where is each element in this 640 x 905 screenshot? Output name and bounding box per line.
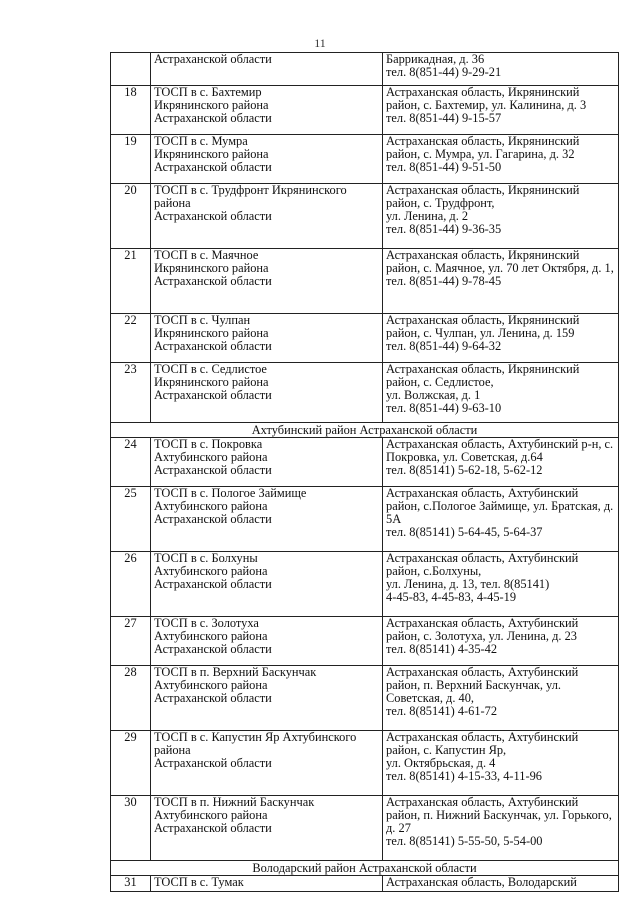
office-address: Астраханская область, Ахтубинский район, п. Верхний Баскунчак, ул. Советская, д. 40, тел. 8(85141) 4-61-72: [383, 666, 619, 731]
table-row: [111, 135, 619, 184]
row-number: 18: [111, 86, 151, 135]
offices-table: [110, 52, 619, 892]
office-name: ТОСП в с. Чулпан Икрянинского района Астраханской области: [151, 314, 383, 363]
row-number: [111, 53, 151, 86]
office-address: Астраханская область, Ахтубинский р-н, с. Покровка, ул. Советская, д.64 тел. 8(85141) 5-62-18, 5-62-12: [383, 438, 619, 487]
table-row: [111, 617, 619, 666]
office-address: Астраханская область, Ахтубинский район, п. Нижний Баскунчак, ул. Горького, д. 27 тел. 8(85141) 5-55-50, 5-54-00: [383, 796, 619, 861]
office-address: Астраханская область, Икрянинский район, с. Маячное, ул. 70 лет Октября, д. 1, тел. 8(851-44) 9-78-45: [383, 249, 619, 314]
office-name: ТОСП в с. Покровка Ахтубинского района Астраханской области: [151, 438, 383, 487]
office-address: Астраханская область, Ахтубинский район, с.Пологое Займище, ул. Братская, д. 5А тел. 8(85141) 5-64-45, 5-64-37: [383, 487, 619, 552]
office-name: ТОСП в с. Пологое Займище Ахтубинского района Астраханской области: [151, 487, 383, 552]
row-number: 31: [111, 876, 151, 892]
office-name: Астраханской области: [151, 53, 383, 86]
table-row: [111, 314, 619, 363]
office-name: ТОСП в п. Верхний Баскунчак Ахтубинского района Астраханской области: [151, 666, 383, 731]
section-title: Ахтубинский район Астраханской области: [111, 423, 619, 438]
row-number: 25: [111, 487, 151, 552]
section-row: [111, 861, 619, 876]
table-row: [111, 731, 619, 796]
office-address: Астраханская область, Володарский: [383, 876, 619, 892]
office-address: Баррикадная, д. 36 тел. 8(851-44) 9-29-21: [383, 53, 619, 86]
office-name: ТОСП в с. Бахтемир Икрянинского района Астраханской области: [151, 86, 383, 135]
office-name: ТОСП в п. Нижний Баскунчак Ахтубинского района Астраханской области: [151, 796, 383, 861]
table-row: [111, 552, 619, 617]
office-name: ТОСП в с. Болхуны Ахтубинского района Астраханской области: [151, 552, 383, 617]
row-number: 28: [111, 666, 151, 731]
table-row: [111, 796, 619, 861]
row-number: 22: [111, 314, 151, 363]
office-address: Астраханская область, Икрянинский район, с. Трудфронт, ул. Ленина, д. 2 тел. 8(851-44) 9-36-35: [383, 184, 619, 249]
office-address: Астраханская область, Икрянинский район, с. Бахтемир, ул. Калинина, д. 3 тел. 8(851-44) 9-15-57: [383, 86, 619, 135]
office-address: Астраханская область, Икрянинский район, с. Мумра, ул. Гагарина, д. 32 тел. 8(851-44) 9-51-50: [383, 135, 619, 184]
office-name: ТОСП в с. Седлистое Икрянинского района Астраханской области: [151, 363, 383, 423]
row-number: 27: [111, 617, 151, 666]
office-name: ТОСП в с. Золотуха Ахтубинского района Астраханской области: [151, 617, 383, 666]
table-row: [111, 438, 619, 487]
table-row: [111, 86, 619, 135]
office-name: ТОСП в с. Мумра Икрянинского района Астраханской области: [151, 135, 383, 184]
table-row: [111, 249, 619, 314]
row-number: 21: [111, 249, 151, 314]
row-number: 20: [111, 184, 151, 249]
office-address: Астраханская область, Ахтубинский район, с.Болхуны, ул. Ленина, д. 13, тел. 8(85141) 4-45-83, 4-45-83, 4-45-19: [383, 552, 619, 617]
table-row: [111, 363, 619, 423]
section-title: Володарский район Астраханской области: [111, 861, 619, 876]
office-address: Астраханская область, Икрянинский район, с. Чулпан, ул. Ленина, д. 159 тел. 8(851-44) 9-64-32: [383, 314, 619, 363]
table-row: [111, 487, 619, 552]
row-number: 24: [111, 438, 151, 487]
office-address: Астраханская область, Ахтубинский район, с. Капустин Яр, ул. Октябрьская, д. 4 тел. 8(85141) 4-15-33, 4-11-96: [383, 731, 619, 796]
page-number: 11: [314, 36, 326, 50]
table-row: [111, 53, 619, 86]
table-row: [111, 876, 619, 892]
row-number: 29: [111, 731, 151, 796]
row-number: 30: [111, 796, 151, 861]
row-number: 26: [111, 552, 151, 617]
table-row: [111, 184, 619, 249]
office-name: ТОСП в с. Трудфронт Икрянинского района Астраханской области: [151, 184, 383, 249]
section-row: [111, 423, 619, 438]
row-number: 19: [111, 135, 151, 184]
office-name: ТОСП в с. Маячное Икрянинского района Астраханской области: [151, 249, 383, 314]
row-number: 23: [111, 363, 151, 423]
office-name: ТОСП в с. Тумак: [151, 876, 383, 892]
office-address: Астраханская область, Икрянинский район, с. Седлистое, ул. Волжская, д. 1 тел. 8(851-44) 9-63-10: [383, 363, 619, 423]
offices-table-body: [111, 53, 619, 892]
office-name: ТОСП в с. Капустин Яр Ахтубинского района Астраханской области: [151, 731, 383, 796]
table-row: [111, 666, 619, 731]
office-address: Астраханская область, Ахтубинский район, с. Золотуха, ул. Ленина, д. 23 тел. 8(85141) 4-35-42: [383, 617, 619, 666]
